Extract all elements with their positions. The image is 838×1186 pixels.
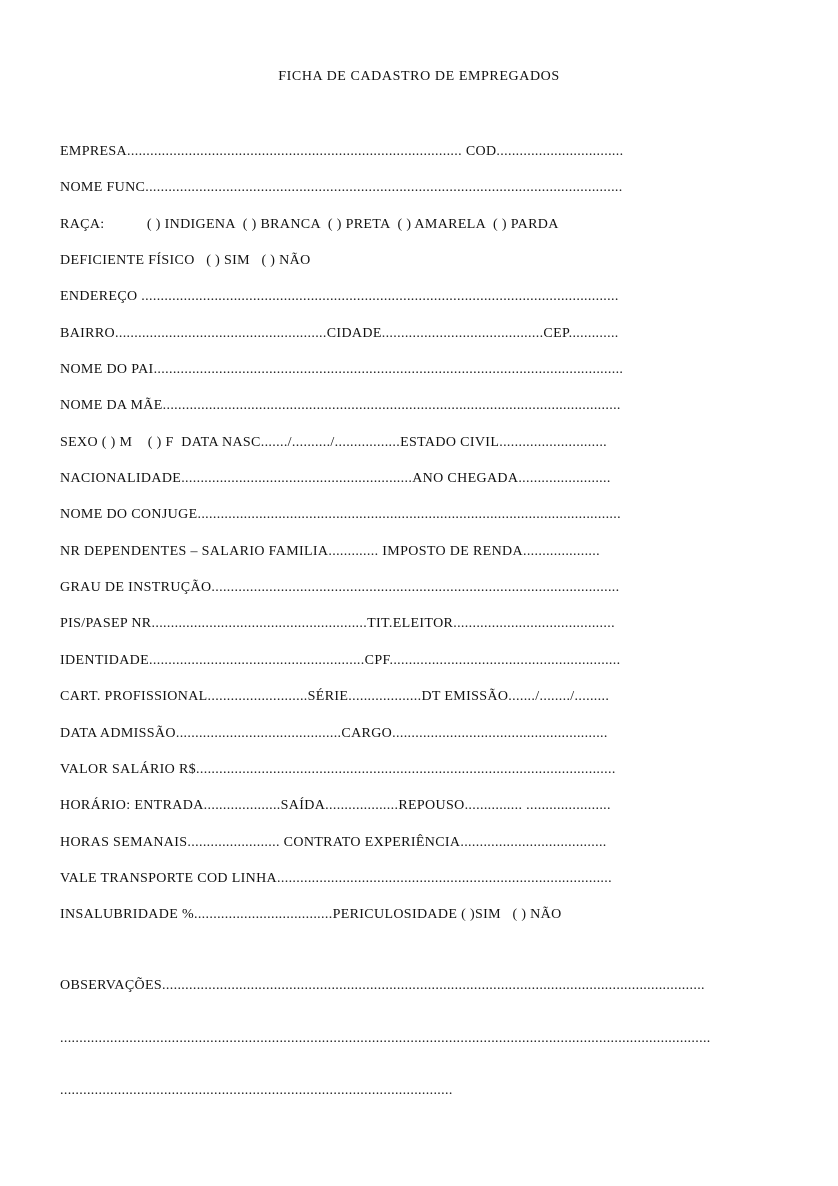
field-valor-salario[interactable]: VALOR SALÁRIO R$............................................................................................................. bbox=[60, 761, 616, 777]
field-nome-do-pai[interactable]: NOME DO PAI.......................................................................................................................... bbox=[60, 362, 624, 378]
field-nacionalidade-ano-chegada[interactable]: NACIONALIDADE............................................................ANO CHEGADA........................ bbox=[60, 471, 611, 487]
field-dependentes-imposto-renda[interactable]: NR DEPENDENTES – SALARIO FAMILIA............. IMPOSTO DE RENDA.................... bbox=[60, 543, 600, 559]
field-nome-do-conjuge[interactable]: NOME DO CONJUGE.............................................................................................................. bbox=[60, 507, 621, 523]
field-grau-de-instrucao[interactable]: GRAU DE INSTRUÇÃO.......................................................................................................... bbox=[60, 580, 620, 596]
field-sexo-data-nasc-estado-civil[interactable]: SEXO ( ) M ( ) F DATA NASC......./........../.................ESTADO CIVIL............................ bbox=[60, 434, 608, 450]
field-horario[interactable]: HORÁRIO: ENTRADA....................SAÍDA...................REPOUSO............... ...................... bbox=[60, 798, 611, 814]
form-title: FICHA DE CADASTRO DE EMPREGADOS bbox=[278, 69, 560, 84]
field-nome-da-mae[interactable]: NOME DA MÃE....................................................................................................................... bbox=[60, 398, 621, 414]
observations-line[interactable]: OBSERVAÇÕES............................................................................................................................................. bbox=[60, 978, 705, 993]
field-raca[interactable]: RAÇA: ( ) INDIGENA ( ) BRANCA ( ) PRETA ( ) AMARELA ( ) PARDA bbox=[60, 216, 559, 232]
field-empresa-cod[interactable]: EMPRESA....................................................................................... COD................................. bbox=[60, 144, 624, 159]
field-horas-semanais-contrato[interactable]: HORAS SEMANAIS........................ CONTRATO EXPERIÊNCIA...................................... bbox=[60, 834, 607, 850]
field-vale-transporte[interactable]: VALE TRANSPORTE COD LINHA....................................................................................... bbox=[60, 870, 612, 886]
observations-line[interactable]: ......................................................................................................................................................................... bbox=[60, 1030, 711, 1046]
field-data-admissao-cargo[interactable]: DATA ADMISSÃO...........................................CARGO........................................................ bbox=[60, 725, 608, 741]
field-endereco[interactable]: ENDEREÇO ............................................................................................................................ bbox=[60, 289, 619, 305]
registration-form bbox=[60, 143, 800, 943]
field-nome-func[interactable]: NOME FUNC............................................................................................................................ bbox=[60, 180, 623, 196]
observations-block[interactable] bbox=[60, 942, 800, 1117]
observations-line[interactable]: ...................................................................................................... bbox=[60, 1083, 453, 1098]
field-pis-pasep-tit-eleitor[interactable]: PIS/PASEP NR........................................................TIT.ELEITOR.......................................... bbox=[60, 616, 615, 632]
field-deficiente-fisico[interactable]: DEFICIENTE FÍSICO ( ) SIM ( ) NÃO bbox=[60, 253, 311, 269]
field-cart-profissional[interactable]: CART. PROFISSIONAL..........................SÉRIE...................DT EMISSÃO......./......../......... bbox=[60, 689, 610, 705]
field-identidade-cpf[interactable]: IDENTIDADE........................................................CPF............................................................ bbox=[60, 652, 621, 668]
field-bairro-cidade-cep[interactable]: BAIRRO.......................................................CIDADE..........................................CEP............. bbox=[60, 325, 619, 341]
field-insalubridade-periculosidade[interactable]: INSALUBRIDADE %....................................PERICULOSIDADE ( )SIM ( ) NÃO bbox=[60, 907, 562, 923]
